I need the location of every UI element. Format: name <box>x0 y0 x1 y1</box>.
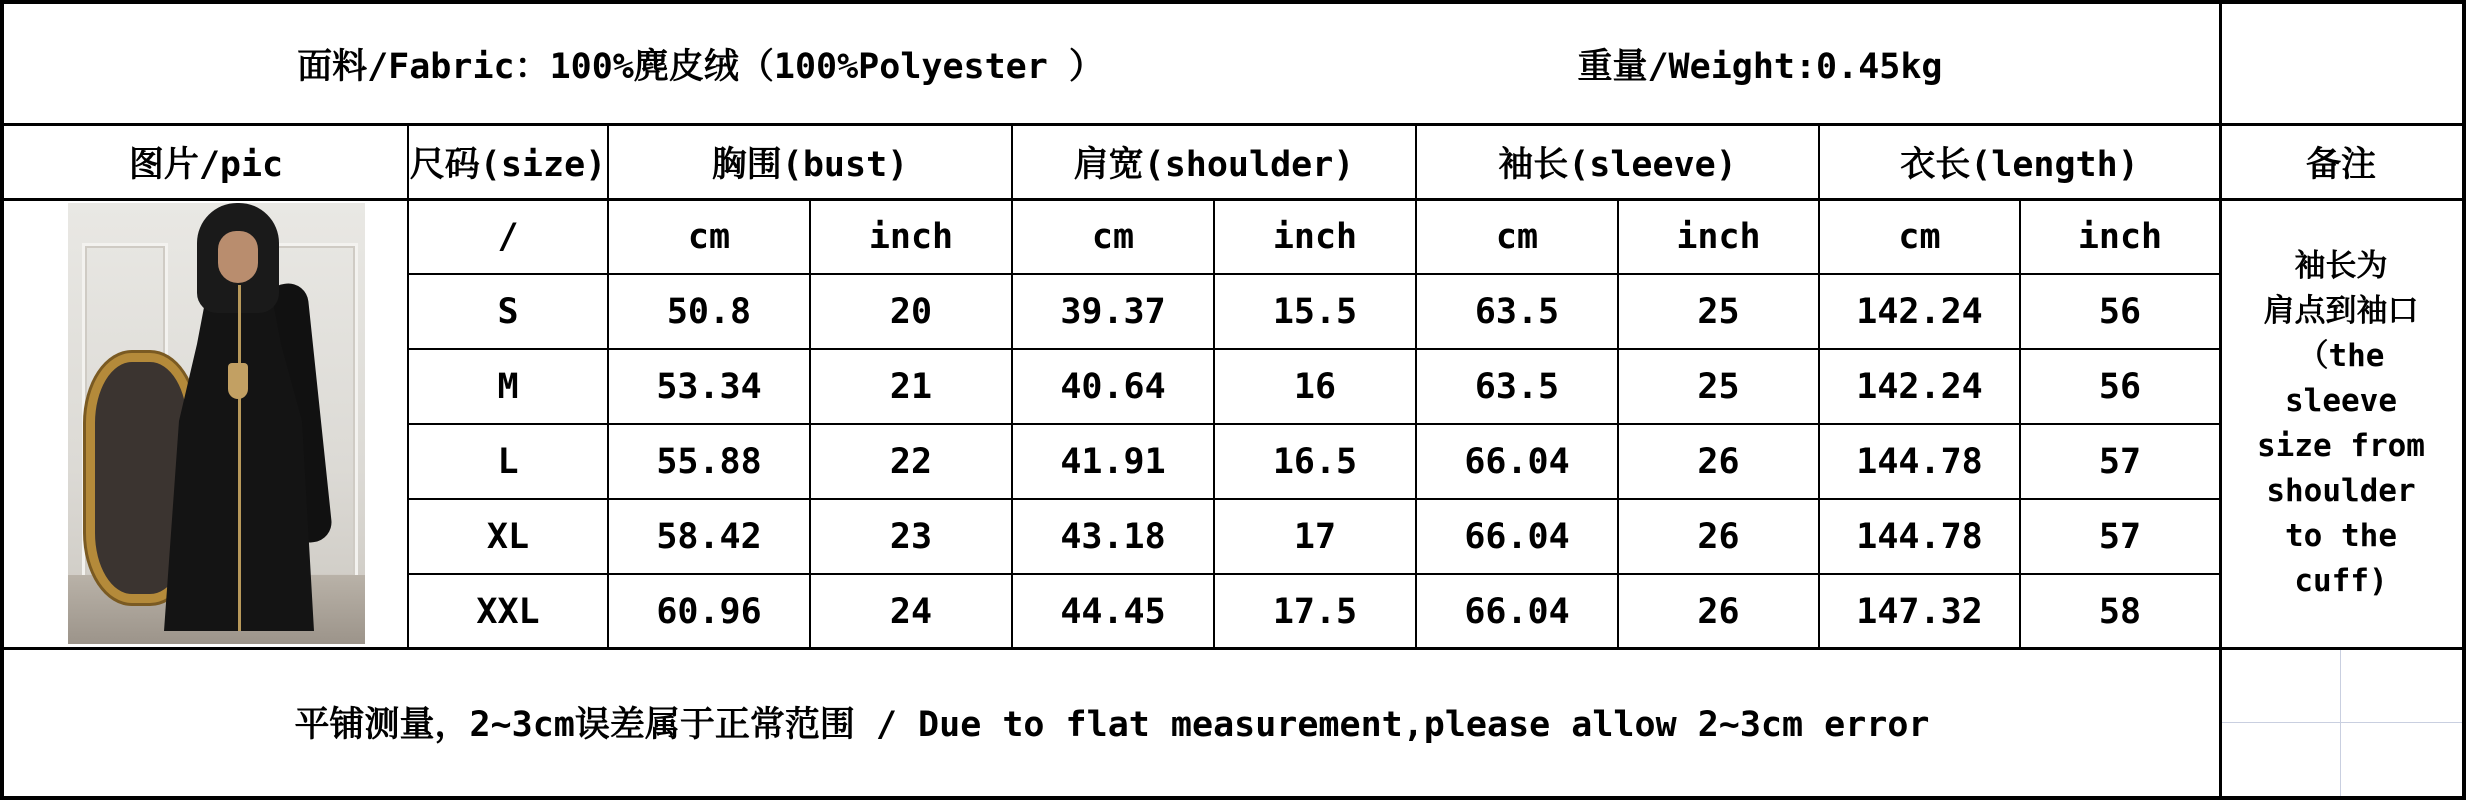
header-size: 尺码(size) <box>409 144 607 185</box>
cell-length-cm: 147.32 <box>1856 591 1983 632</box>
cell-size: XL <box>486 516 530 557</box>
header-remark: 备注 <box>2305 144 2376 185</box>
vline-shoulder-mid <box>1213 199 1215 648</box>
cell-sleeve-inch: 25 <box>1697 291 1740 332</box>
unit-length-cm: cm <box>1898 216 1941 257</box>
cell-sleeve-cm: 63.5 <box>1474 291 1560 332</box>
hline-3 <box>408 273 2221 275</box>
cell-size: S <box>497 291 519 332</box>
cell-length-cm: 142.24 <box>1856 291 1983 332</box>
hline-1 <box>0 123 2466 126</box>
cell-sleeve-cm: 63.5 <box>1474 366 1560 407</box>
cell-length-cm: 142.24 <box>1856 366 1983 407</box>
footer-note: 平铺测量，2~3cm误差属于正常范围 / Due to flat measurement,please allow 2~3cm error <box>294 705 1930 745</box>
cell-shoulder-cm: 41.91 <box>1060 441 1166 482</box>
hline-6 <box>408 498 2221 500</box>
cell-sleeve-cm: 66.04 <box>1464 516 1570 557</box>
hline-2 <box>0 198 2466 201</box>
header-sleeve: 袖长(sleeve) <box>1498 144 1737 185</box>
cell-bust-cm: 58.42 <box>656 516 762 557</box>
cell-bust-cm: 55.88 <box>656 441 762 482</box>
unit-shoulder-inch: inch <box>1272 216 1358 257</box>
cell-shoulder-inch: 16 <box>1293 366 1337 407</box>
vline-size <box>607 124 609 648</box>
cell-shoulder-inch: 17 <box>1293 516 1337 557</box>
cell-sleeve-inch: 26 <box>1697 516 1740 557</box>
cell-bust-cm: 50.8 <box>666 291 752 332</box>
cell-sleeve-inch: 25 <box>1697 366 1740 407</box>
vline-bust <box>1011 124 1013 648</box>
unit-sleeve-cm: cm <box>1495 216 1539 257</box>
vline-pic <box>407 124 409 648</box>
unit-shoulder-cm: cm <box>1091 216 1135 257</box>
cell-bust-inch: 24 <box>889 591 933 632</box>
cell-sleeve-cm: 66.04 <box>1464 591 1570 632</box>
cell-bust-inch: 20 <box>889 291 933 332</box>
header-bust: 胸围(bust) <box>711 144 909 185</box>
cell-size: XXL <box>476 591 540 632</box>
cell-sleeve-cm: 66.04 <box>1464 441 1570 482</box>
cell-bust-inch: 23 <box>889 516 933 557</box>
header-length: 衣长(length) <box>1900 144 2139 185</box>
unit-length-inch: inch <box>2077 216 2163 257</box>
cell-shoulder-inch: 16.5 <box>1272 441 1358 482</box>
unit-sleeve-inch: inch <box>1676 216 1761 257</box>
cell-shoulder-inch: 15.5 <box>1272 291 1358 332</box>
vline-sleeve <box>1818 124 1820 648</box>
header-pic: 图片/pic <box>128 144 284 185</box>
weight-label: 重量/Weight:0.45kg <box>1577 47 1943 87</box>
hline-5 <box>408 423 2221 425</box>
cell-bust-inch: 21 <box>889 366 933 407</box>
cell-sleeve-inch: 26 <box>1697 591 1740 632</box>
border-bottom <box>0 796 2466 800</box>
cell-length-inch: 57 <box>2098 516 2142 557</box>
hline-4 <box>408 348 2221 350</box>
border-right <box>2462 0 2466 800</box>
hline-7 <box>408 573 2221 575</box>
header-shoulder: 肩宽(shoulder) <box>1073 144 1355 185</box>
border-left <box>0 0 4 800</box>
cell-length-inch: 58 <box>2098 591 2142 632</box>
vline-sleeve-mid <box>1617 199 1619 648</box>
sleeve-note: 袖长为 肩点到袖口 （the sleeve size from shoulder to the cuff) <box>2257 247 2425 599</box>
faint-hline <box>2222 722 2462 723</box>
cell-size: M <box>497 366 519 407</box>
hline-8 <box>0 647 2466 650</box>
cell-bust-cm: 60.96 <box>656 591 762 632</box>
cell-shoulder-cm: 39.37 <box>1060 291 1166 332</box>
cell-shoulder-cm: 43.18 <box>1060 516 1166 557</box>
vline-length-mid <box>2019 199 2021 648</box>
vline-remark <box>2219 0 2222 800</box>
model-photo <box>68 203 365 644</box>
cell-shoulder-cm: 40.64 <box>1060 366 1166 407</box>
cell-bust-inch: 22 <box>889 441 933 482</box>
cell-shoulder-inch: 17.5 <box>1272 591 1358 632</box>
unit-bust-cm: cm <box>687 216 731 257</box>
cell-size: L <box>497 441 519 482</box>
cell-shoulder-cm: 44.45 <box>1060 591 1166 632</box>
cell-length-cm: 144.78 <box>1856 441 1983 482</box>
faint-vline <box>2340 650 2341 796</box>
unit-slash: / <box>497 216 519 257</box>
cell-sleeve-inch: 26 <box>1697 441 1740 482</box>
cell-length-inch: 56 <box>2098 291 2142 332</box>
fabric-label: 面料/Fabric：100%麂皮绒（100%Polyester ） <box>297 47 1104 87</box>
border-top <box>0 0 2466 4</box>
cell-length-inch: 56 <box>2098 366 2142 407</box>
cell-length-cm: 144.78 <box>1856 516 1983 557</box>
vline-shoulder <box>1415 124 1417 648</box>
cell-length-inch: 57 <box>2098 441 2142 482</box>
unit-bust-inch: inch <box>868 216 954 257</box>
cell-bust-cm: 53.34 <box>656 366 762 407</box>
vline-bust-mid <box>809 199 811 648</box>
